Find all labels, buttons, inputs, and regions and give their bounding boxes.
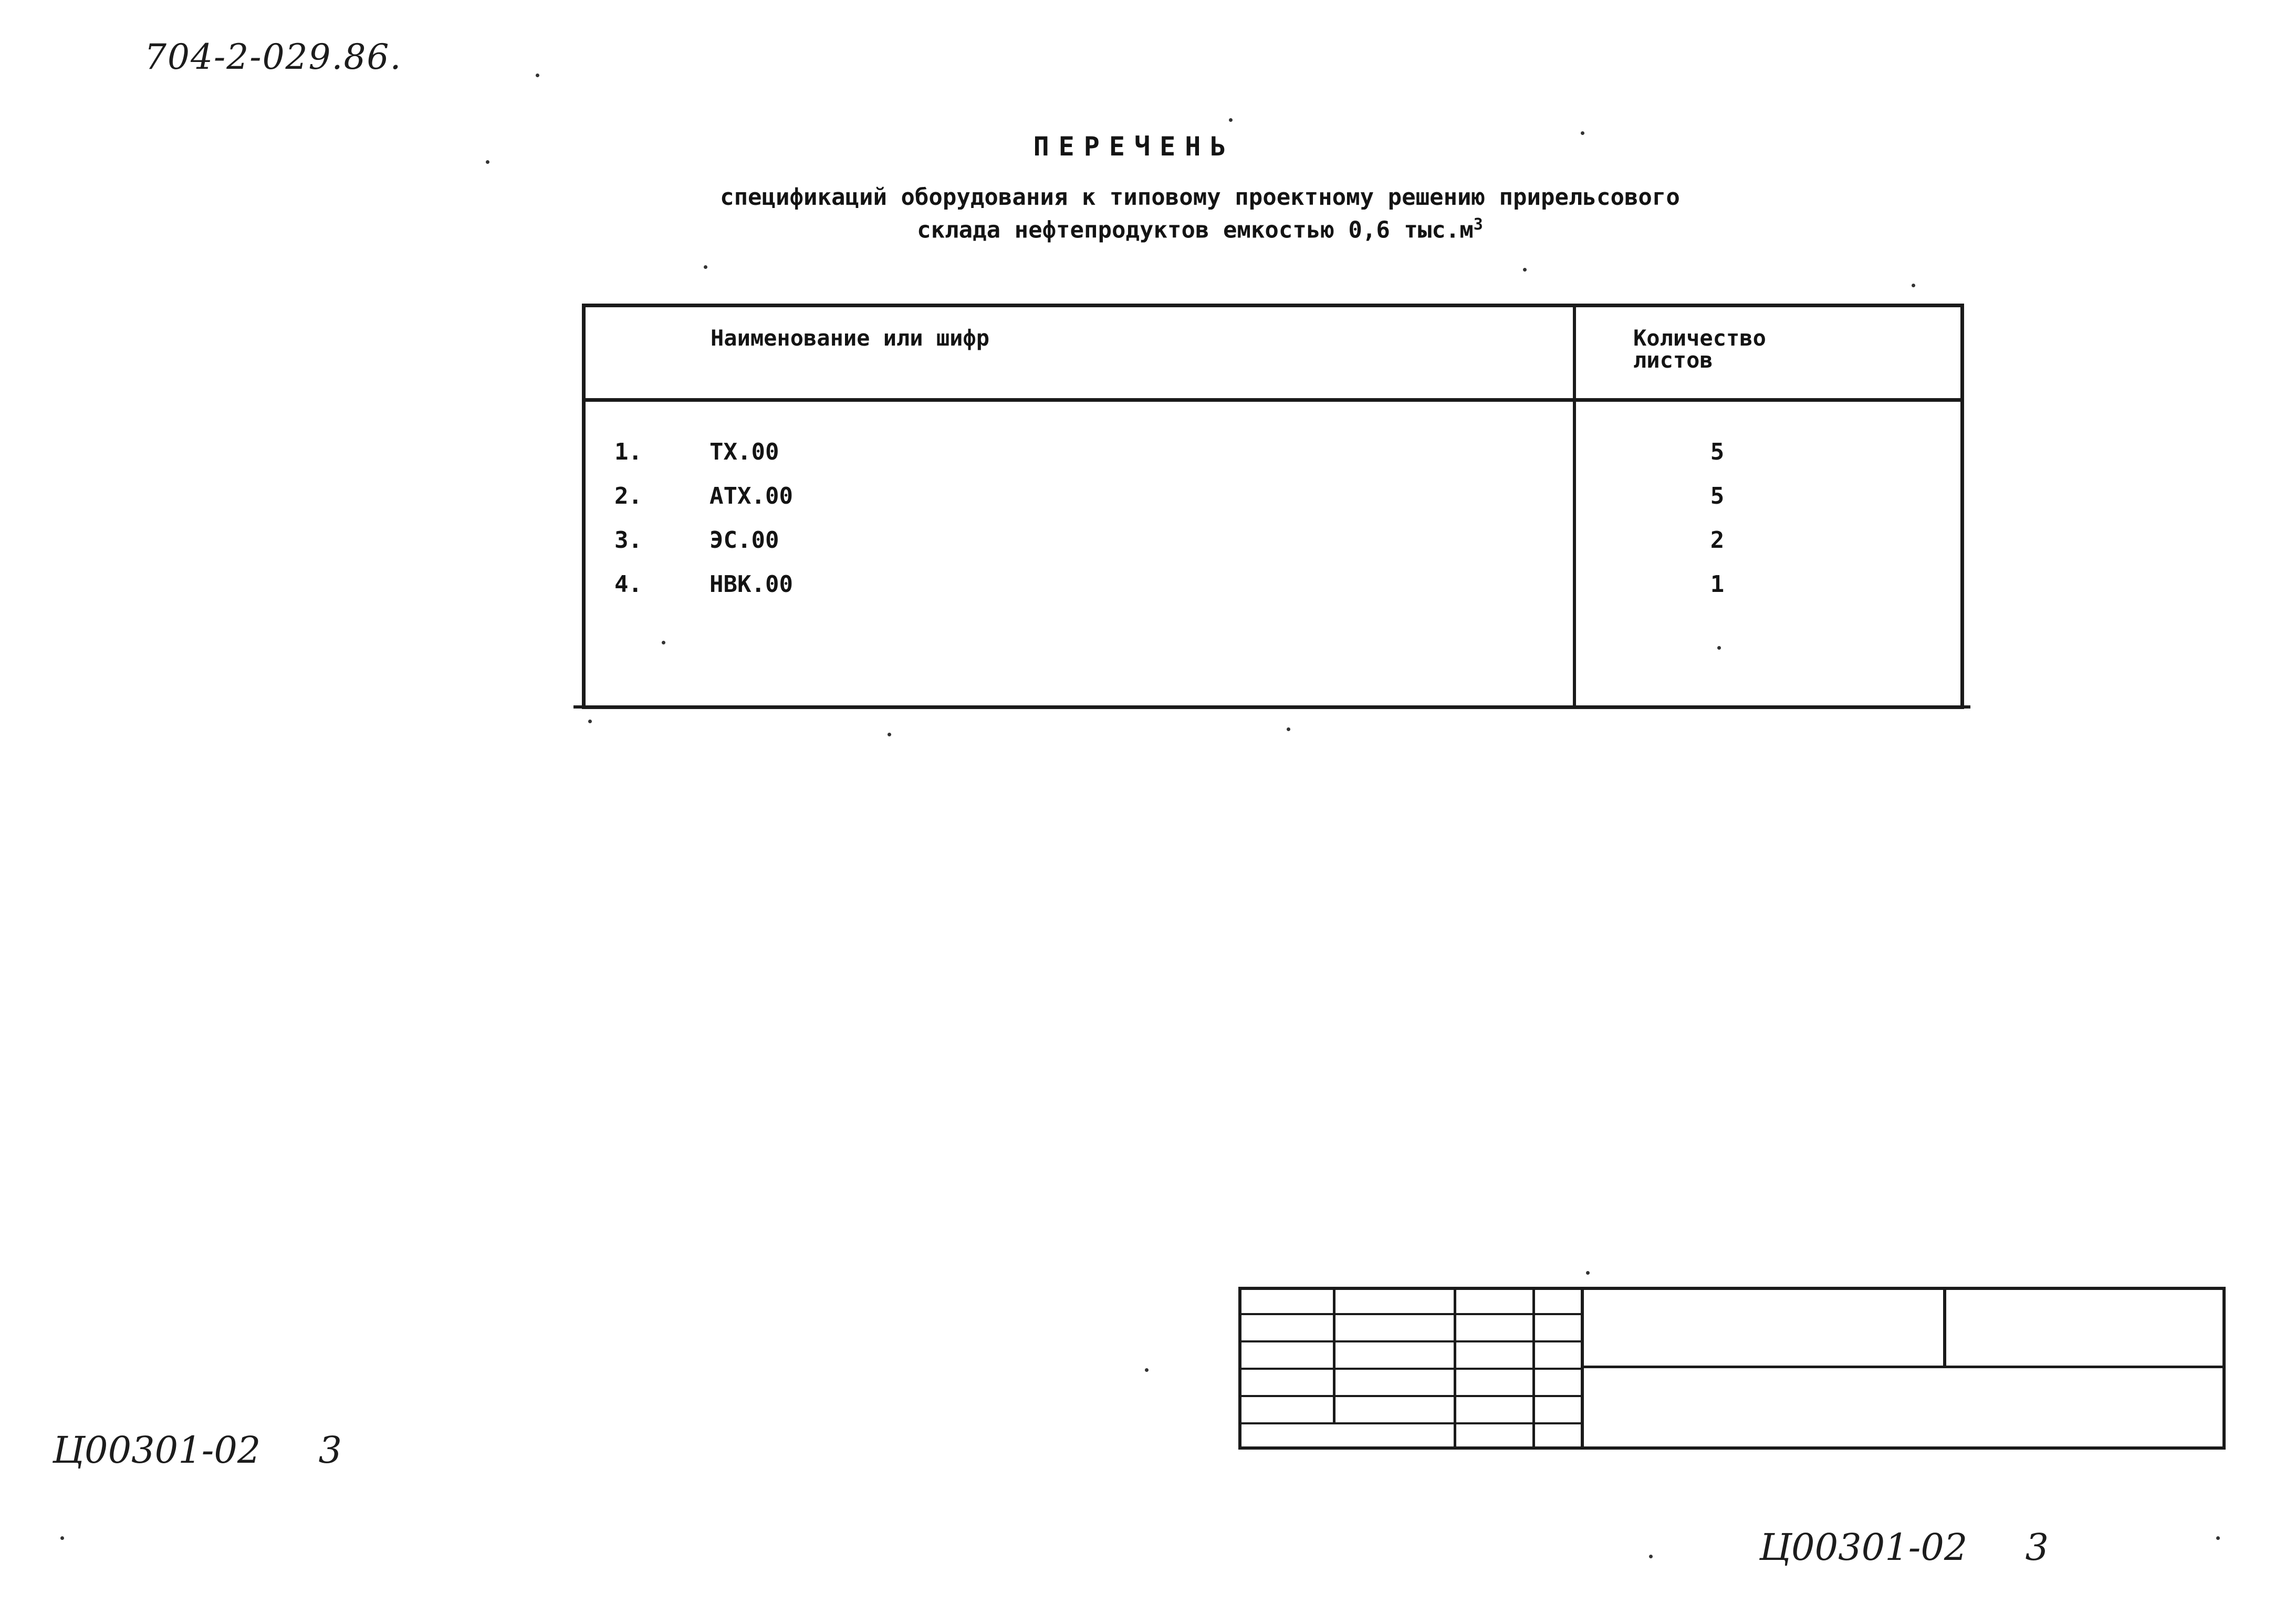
header-quantity <box>1633 327 1807 371</box>
row-code: НВК.00 <box>709 571 793 598</box>
row-code: АТХ.00 <box>709 483 793 509</box>
footer-code-right <box>1759 1526 2049 1569</box>
subtitle-line-1: спецификаций оборудования к типовому проектному решению прирельсового <box>720 184 1680 211</box>
table-row <box>586 433 1960 477</box>
row-quantity: 2 <box>1710 527 1725 554</box>
stamp-line <box>1581 1366 2226 1368</box>
stamp-line <box>1238 1340 1581 1342</box>
subtitle-line-2-text: склада нефтепродуктов емкостью 0,6 тыс.м <box>917 216 1474 244</box>
stamp-line <box>1238 1287 2226 1290</box>
stamp-line <box>1238 1368 1581 1370</box>
header-name: Наименование или шифр <box>711 325 990 351</box>
scan-speck <box>1586 1271 1590 1275</box>
stamp-line <box>1238 1395 1581 1397</box>
scan-speck <box>1229 118 1233 122</box>
scan-speck <box>536 74 539 77</box>
stamp-line <box>1238 1313 1581 1315</box>
stamp-line <box>1333 1287 1335 1422</box>
scan-speck <box>1145 1368 1149 1372</box>
row-index: 3. <box>614 527 642 554</box>
subtitle-line-2 <box>683 215 1717 244</box>
scan-speck <box>1649 1555 1653 1558</box>
table-row <box>586 522 1960 566</box>
scan-speck <box>60 1536 64 1540</box>
stamp-line <box>2222 1287 2226 1450</box>
scan-speck <box>1523 268 1527 272</box>
scan-speck <box>2216 1536 2220 1540</box>
scan-speck <box>1581 131 1584 135</box>
footer-right-page: 3 <box>2025 1526 2049 1569</box>
scan-speck <box>1287 727 1290 731</box>
row-index: 2. <box>614 483 642 509</box>
table-row <box>586 566 1960 610</box>
table-bottom-rule <box>573 705 1970 709</box>
scan-speck <box>588 720 592 723</box>
specification-table <box>582 304 1964 709</box>
header-quantity-line-1: Количество <box>1633 325 1766 351</box>
stamp-line <box>1238 1422 1581 1424</box>
scan-speck <box>486 160 489 164</box>
scan-speck <box>704 265 707 269</box>
footer-right-code: Ц00301-02 <box>1759 1526 1968 1569</box>
document-number: 704-2-029.86. <box>144 37 402 77</box>
scan-speck <box>888 733 891 736</box>
footer-left-page: 3 <box>318 1429 342 1472</box>
table-row <box>586 477 1960 522</box>
header-rule <box>586 398 1960 402</box>
stamp-line <box>1581 1287 1584 1450</box>
row-quantity: 1 <box>1710 571 1725 598</box>
row-code: ТХ.00 <box>709 439 779 465</box>
stamp-line <box>1238 1446 2226 1450</box>
row-code: ЭС.00 <box>709 527 779 554</box>
stamp-line <box>1943 1287 1946 1367</box>
scan-speck <box>1717 646 1721 650</box>
page-title: ПЕРЕЧЕНЬ <box>1033 131 1236 162</box>
title-block-stamp <box>1238 1287 2226 1450</box>
row-quantity: 5 <box>1710 439 1725 465</box>
subtitle-superscript: 3 <box>1473 215 1483 234</box>
row-quantity: 5 <box>1710 483 1725 509</box>
footer-code-left <box>53 1429 342 1472</box>
row-index: 4. <box>614 571 642 598</box>
footer-left-code: Ц00301-02 <box>53 1429 261 1472</box>
scan-speck <box>1912 284 1915 287</box>
scan-speck <box>662 641 665 644</box>
header-quantity-line-2: листов <box>1633 347 1713 373</box>
row-index: 1. <box>614 439 642 465</box>
